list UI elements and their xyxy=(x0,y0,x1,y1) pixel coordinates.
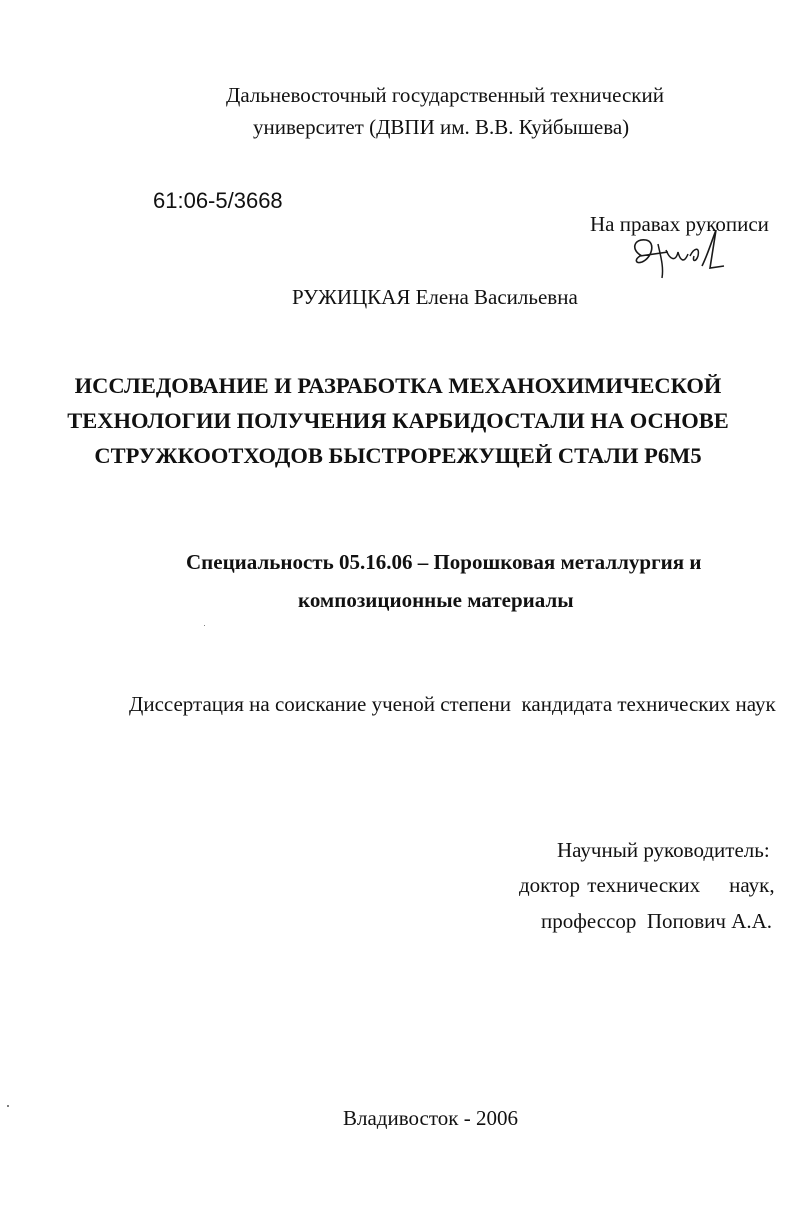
manuscript-rights-note: На правах рукописи xyxy=(590,212,769,236)
dissertation-title-line-3: СТРУЖКООТХОДОВ БЫСТРОРЕЖУЩЕЙ СТАЛИ Р6М5 xyxy=(94,443,702,468)
supervisor-name: профессор Попович А.А. xyxy=(541,909,773,933)
handwritten-signature-icon xyxy=(628,226,728,282)
specialty-line-2: композиционные материалы xyxy=(298,588,574,612)
scan-speck xyxy=(7,1105,9,1107)
supervisor-label: Научный руководитель: xyxy=(557,838,770,862)
university-name-line-2: университет (ДВПИ им. В.В. Куйбышева) xyxy=(253,115,630,139)
dissertation-title-line-2: ТЕХНОЛОГИИ ПОЛУЧЕНИЯ КАРБИДОСТАЛИ НА ОСНОВЕ xyxy=(67,408,729,433)
catalog-code: 61:06-5/3668 xyxy=(153,188,283,213)
scan-speck xyxy=(204,625,205,626)
author-name: РУЖИЦКАЯ Елена Васильевна xyxy=(292,285,578,309)
specialty-line-1: Специальность 05.16.06 – Порошковая металлургия и xyxy=(186,550,702,574)
dissertation-title-line-1: ИССЛЕДОВАНИЕ И РАЗРАБОТКА МЕХАНОХИМИЧЕСКОЙ xyxy=(74,373,722,398)
place-and-year: Владивосток - 2006 xyxy=(343,1106,518,1130)
supervisor-degree: доктор технических наук, xyxy=(519,873,775,897)
university-name-line-1: Дальневосточный государственный технический xyxy=(226,83,664,107)
dissertation-degree-note: Диссертация на соискание ученой степени кандидата технических наук xyxy=(129,692,776,716)
